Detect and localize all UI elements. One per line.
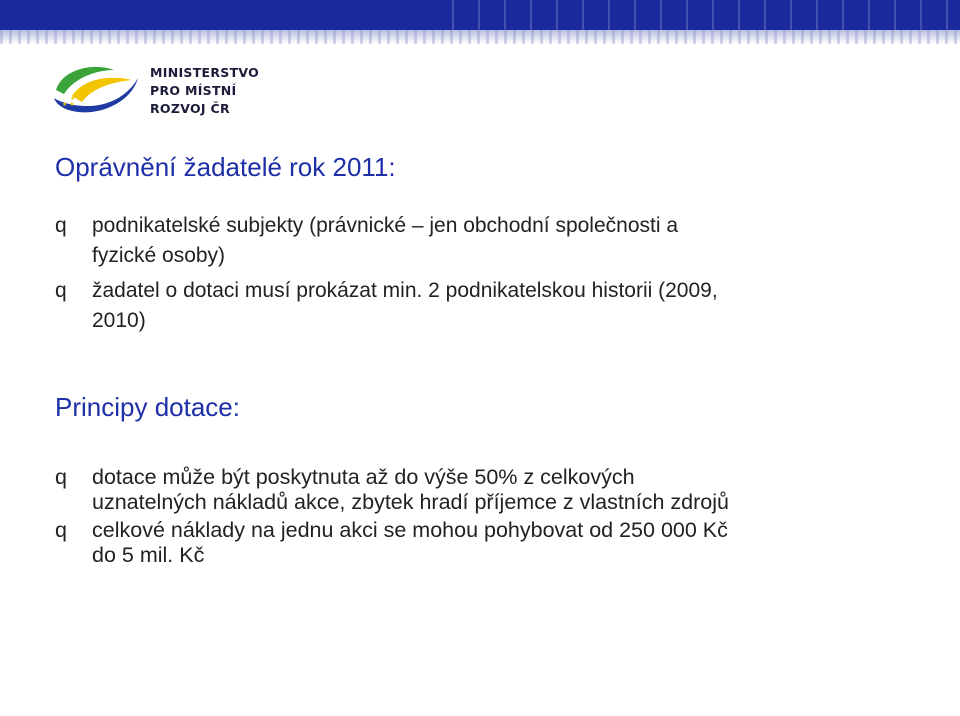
ministry-name	[150, 64, 259, 118]
subsidy-principles-list	[55, 465, 729, 567]
list-item	[55, 276, 718, 336]
ministry-line-1: MINISTERSTVO	[150, 65, 260, 80]
ministry-line-2: PRO MÍSTNÍ	[150, 83, 237, 98]
ministry-line-3: ROZVOJ ČR	[150, 101, 230, 116]
section-heading-subsidy-principles: Principy dotace:	[55, 392, 240, 422]
eligible-applicants-list	[55, 211, 718, 336]
list-item	[55, 211, 718, 271]
list-item-text-line: celkové náklady na jednu akci se mohou pohybovat od 250 000 Kč	[92, 518, 728, 542]
bullet-marker: q	[55, 518, 67, 542]
svg-text:★ ★: ★ ★	[62, 101, 75, 108]
top-banner-fade	[0, 30, 960, 44]
top-banner-bar	[0, 0, 960, 30]
list-item-text-line: žadatel o dotaci musí prokázat min. 2 podnikatelskou historii (2009,	[92, 279, 718, 302]
bullet-marker: q	[55, 465, 67, 489]
ministry-logo-icon	[52, 60, 142, 116]
list-item-text-line: podnikatelské subjekty (právnické – jen obchodní společnosti a	[92, 214, 679, 237]
list-item-text-line: dotace může být poskytnuta až do výše 50% z celkových	[92, 465, 635, 489]
list-item-text-line: do 5 mil. Kč	[92, 542, 205, 567]
list-item	[55, 518, 729, 567]
svg-text:★: ★	[70, 95, 76, 102]
section-heading-eligible-applicants: Oprávnění žadatelé rok 2011:	[55, 152, 396, 182]
list-item-text-line: fyzické osoby)	[92, 244, 226, 267]
list-item	[55, 465, 729, 514]
list-item-text-line: 2010)	[92, 309, 146, 332]
list-item-text-line: uznatelných nákladů akce, zbytek hradí příjemce z vlastních zdrojů	[92, 489, 729, 514]
top-banner-pattern	[440, 0, 960, 30]
bullet-marker: q	[55, 279, 67, 302]
bullet-marker: q	[55, 214, 67, 237]
